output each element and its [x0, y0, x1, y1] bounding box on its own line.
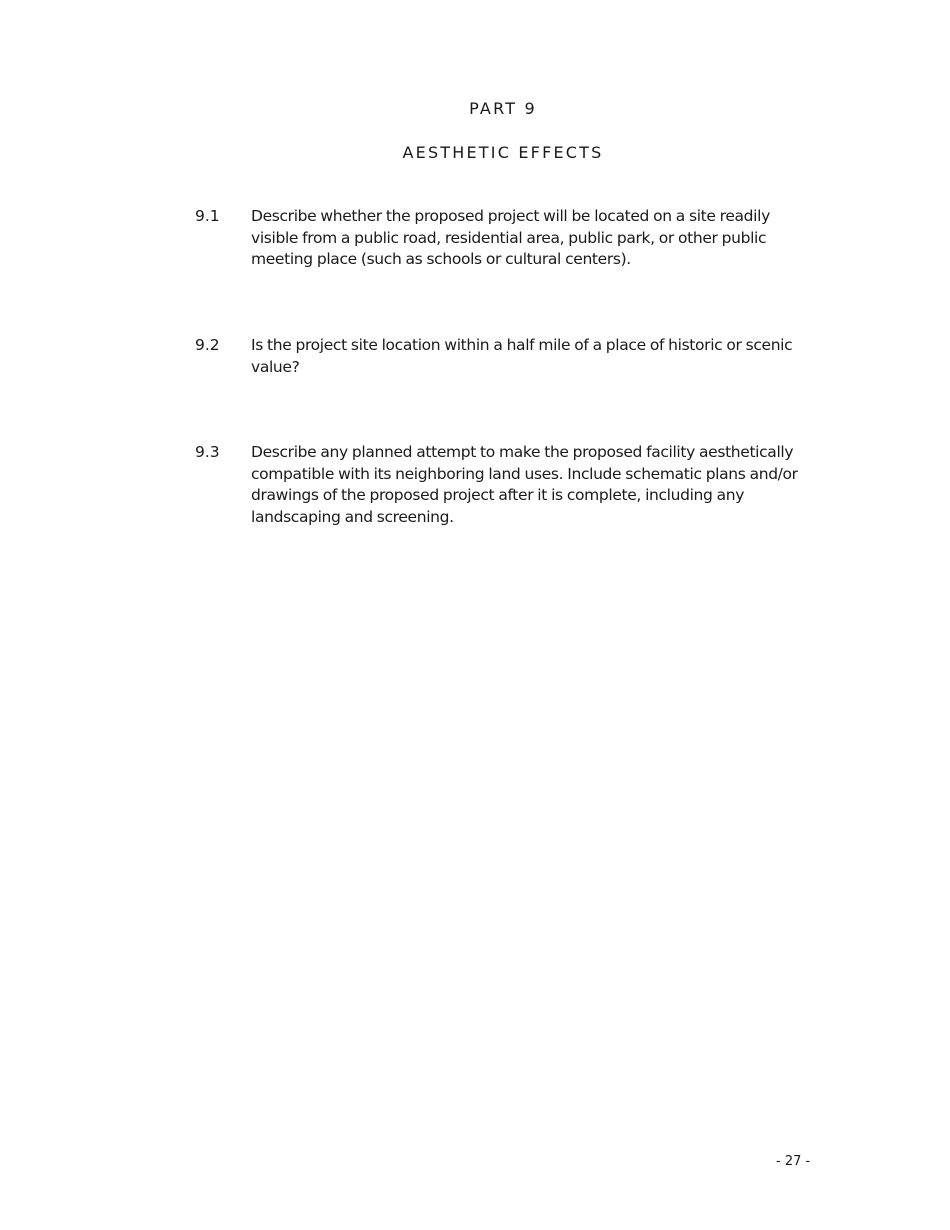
question-text: Describe any planned attempt to make the proposed facility aesthetically compatible with its neighboring land uses. Include schematic plans and/or drawings of the proposed project after it is complete, including any landscaping and screening.: [251, 443, 798, 527]
question-number: 9.2: [195, 336, 220, 354]
question-number: 9.1: [195, 207, 220, 225]
section-title: AESTHETIC EFFECTS: [402, 143, 604, 162]
question-text: Describe whether the proposed project will be located on a site readily visible from a public road, residential area, public park, or other public meeting place (such as schools or cultural centers).: [251, 207, 770, 269]
question-number: 9.3: [195, 443, 220, 461]
page-number: - 27 -: [776, 1154, 811, 1169]
question-text: Is the project site location within a half mile of a place of historic or scenic value?: [251, 336, 793, 376]
part-title: PART 9: [469, 99, 537, 118]
